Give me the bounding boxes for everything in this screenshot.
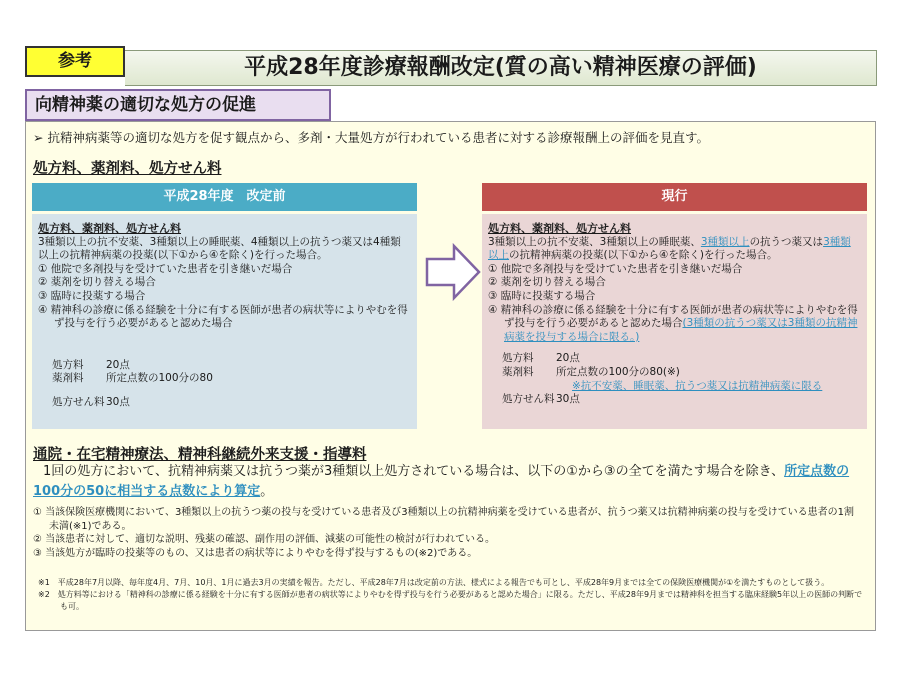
footnotes bbox=[38, 577, 863, 613]
list-item: ② 薬剤を切り替える場合 bbox=[488, 276, 606, 289]
fee-row: 薬剤料 所定点数の100分の80 bbox=[52, 372, 213, 385]
after-header: 現行 bbox=[482, 183, 867, 211]
before-title: 処方料、薬剤料、処方せん料 bbox=[38, 222, 181, 235]
fee-note: ※抗不安薬、睡眠薬、抗うつ薬又は抗精神病薬に限る bbox=[572, 379, 823, 392]
list-item: ④ 精神科の診療に係る経験を十分に有する医師が患者の病状等によりやむを得ず投与を行う必要があると認めた場合 bbox=[38, 303, 408, 330]
section2-heading: 通院・在宅精神療法、精神科継続外来支援・指導料 bbox=[33, 447, 367, 463]
section2-paragraph: 1回の処方において、抗精神病薬又は抗うつ薬が3種類以上処方されている場合は、以下の①から③の全てを満たす場合を除き、所定点数の100分の50に相当する点数により算定。 bbox=[33, 464, 850, 499]
list-item: ④ 精神科の診療に係る経験を十分に有する医師が患者の病状等によりやむを得ず投与を行う必要があると認めた場合(3種類の抗うつ薬又は3種類の抗精神病薬を投与する場合に限る。) bbox=[488, 303, 858, 343]
list-item: ① 他院で多剤投与を受けていた患者を引き継いだ場合 bbox=[488, 262, 743, 275]
list-item: ③ 臨時に投薬する場合 bbox=[488, 289, 596, 302]
intro-text: ➢ 抗精神病薬等の適切な処方を促す観点から、多剤・大量処方が行われている患者に対する診療報酬上の評価を見直す。 bbox=[33, 130, 709, 145]
fee-row: 処方料 20点 bbox=[52, 358, 130, 371]
reference-badge: 参考 bbox=[25, 46, 125, 77]
list-item: ② 当該患者に対して、適切な説明、残薬の確認、副作用の評価、減薬の可能性の検討が行われている。 bbox=[33, 534, 495, 545]
fee-row: 処方せん料 30点 bbox=[502, 393, 580, 406]
fee-row: 薬剤料 所定点数の100分の80(※) bbox=[502, 365, 680, 378]
page-title: 平成28年度診療報酬改定(質の高い精神医療の評価) bbox=[125, 50, 877, 86]
section-subtitle: 向精神薬の適切な処方の促進 bbox=[25, 89, 331, 121]
section1-heading: 処方料、薬剤料、処方せん料 bbox=[33, 161, 222, 177]
arrow-right-icon bbox=[424, 243, 482, 301]
after-box bbox=[482, 183, 867, 429]
before-box bbox=[32, 183, 417, 429]
after-title: 処方料、薬剤料、処方せん料 bbox=[488, 222, 631, 235]
footnote: ※1 平成28年7月以降、毎年度4月、7月、10月、1月に過去3月の実績を報告。ただし、平成28年7月は改定前の方法、様式による報告でも可とし、平成28年9月までは全ての保険医療機関が①を満たすものとして扱う。 bbox=[38, 578, 830, 587]
after-text: 3種類以上の抗不安薬、3種類以上の睡眠薬、3種類以上の抗うつ薬又は3種類以上の抗精神病薬の投薬(以下①から④を除く)を行った場合。 bbox=[488, 235, 851, 262]
fee-row: 処方せん料 30点 bbox=[52, 395, 130, 408]
before-header: 平成28年度 改定前 bbox=[32, 183, 417, 211]
footnote: ※2 処方料等における「精神科の診療に係る経験を十分に有する医師が患者の病状等によりやむを得ず投与を行う必要があると認めた場合」に限る。ただし、平成28年9月までは精神科を担当する臨床経験5年以上の医師の判断でも可。 bbox=[38, 590, 863, 611]
before-text: 3種類以上の抗不安薬、3種類以上の睡眠薬、4種類以上の抗うつ薬又は4種類以上の抗精神病薬の投薬(以下①から④を除く)を行った場合。 bbox=[38, 235, 401, 262]
list-item: ② 薬剤を切り替える場合 bbox=[38, 276, 156, 289]
list-item: ③ 当該処方が臨時の投薬等のもの、又は患者の病状等によりやむを得ず投与するもの(※2)である。 bbox=[33, 547, 478, 559]
fee-row: 処方料 20点 bbox=[502, 352, 580, 365]
list-item: ③ 臨時に投薬する場合 bbox=[38, 289, 146, 302]
list-item: ① 他院で多剤投与を受けていた患者を引き継いだ場合 bbox=[38, 262, 293, 275]
list-item: ① 当該保険医療機関において、3種類以上の抗うつ薬の投与を受けている患者及び3種類以上の抗精神病薬を受けている患者が、抗うつ薬又は抗精神病薬の投与を受けている患者の1割未満(※1)である。 bbox=[33, 507, 855, 532]
conditions-list bbox=[33, 506, 863, 560]
